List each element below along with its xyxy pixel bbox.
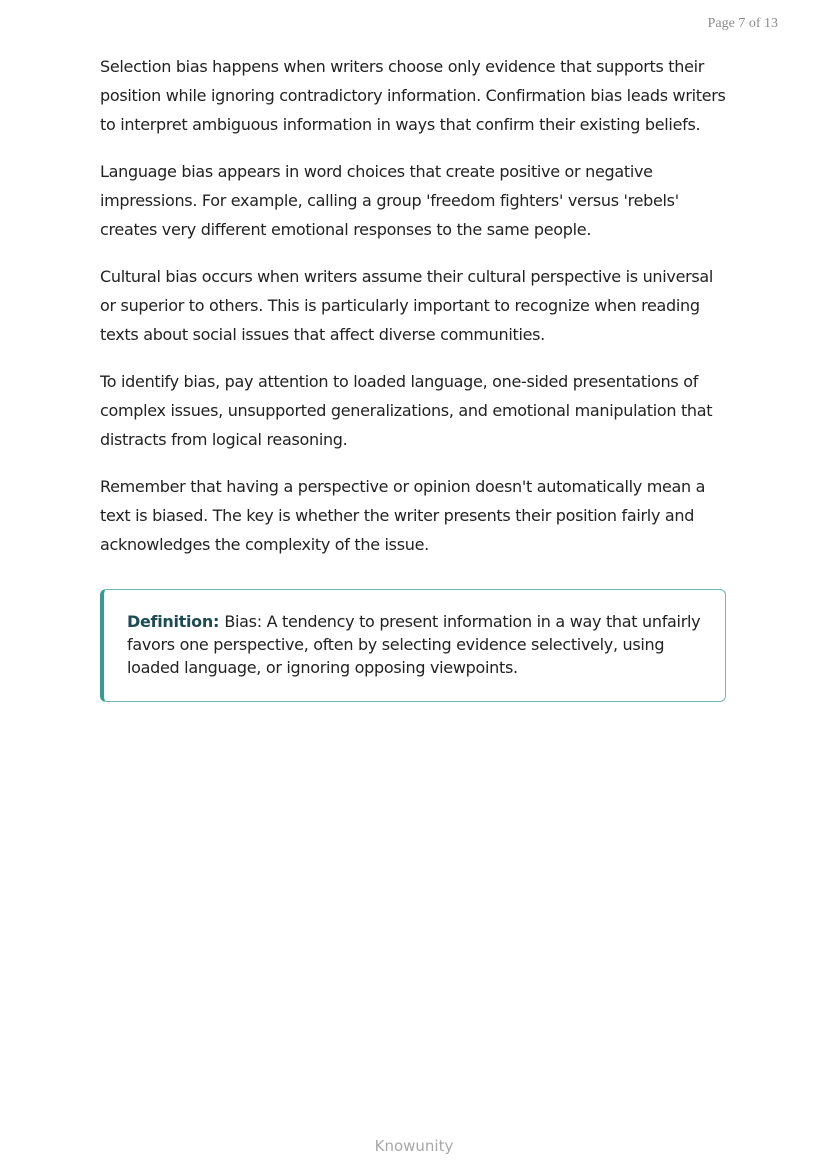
paragraph-perspective-note: Remember that having a perspective or opinion doesn't automatically mean a text is biased. The key is whether the writer presents their position fairly and acknowledges the complexity of the issue. [100,477,706,554]
paragraph-selection-bias: Selection bias happens when writers choose only evidence that supports their position while ignoring contradictory information. Confirmation bias leads writers to interpret ambiguous information in ways that confirm their existing beliefs. [100,57,726,134]
paragraph-language-bias: Language bias appears in word choices that create positive or negative impressions. For example, calling a group 'freedom fighters' versus 'rebels' creates very different emotional responses to the same people. [100,162,679,239]
paragraph-cultural-bias: Cultural bias occurs when writers assume their cultural perspective is universal or superior to others. This is particularly important to recognize when reading texts about social issues that affect diverse communities. [100,267,714,344]
definition-label: Definition: [127,612,225,631]
footer-brand: Knowunity [374,1137,454,1155]
page-number: Page 7 of 13 [707,16,778,31]
definition-text: Bias: A tendency to present information in a way that unfairly favors one perspective, often by selecting evidence selectively, using loaded language, or ignoring opposing viewpoints. [127,612,701,677]
paragraph-identify-bias: To identify bias, pay attention to loaded language, one-sided presentations of complex issues, unsupported generalizations, and emotional manipulation that distracts from logical reasoning. [100,372,713,449]
definition-box [100,589,726,702]
document-body [100,52,730,702]
